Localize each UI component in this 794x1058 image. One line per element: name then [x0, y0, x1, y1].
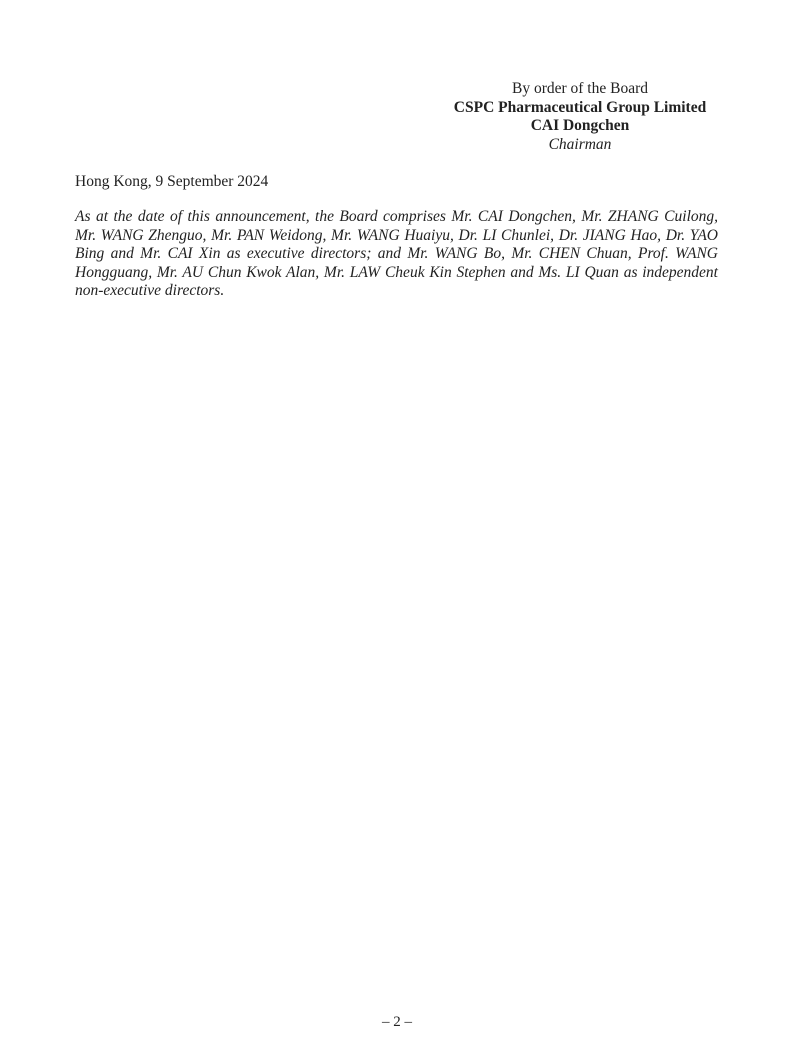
date-line: Hong Kong, 9 September 2024: [75, 173, 269, 190]
signature-block: [430, 80, 730, 154]
page-number: – 2 –: [382, 1014, 412, 1030]
signature-order-line: By order of the Board: [511, 80, 649, 97]
signatory-title: Chairman: [548, 135, 612, 153]
board-composition-paragraph: As at the date of this announcement, the Board comprises Mr. CAI Dongchen, Mr. ZHANG Cuilong, Mr. WANG Zhenguo, Mr. PAN Weidong, Mr. WANG Huaiyu, Dr. LI Chunlei, Dr. JIANG Hao, Dr. YAO Bing and Mr. CAI Xin as executive directors; and Mr. WANG Bo, Mr. CHEN Chuan, Prof. WANG Hongguang, Mr. AU Chun Kwok Alan, Mr. LAW Cheuk Kin Stephen and Ms. LI Quan as independent non-executive directors.: [75, 208, 718, 299]
signatory-name: CAI Dongchen: [530, 117, 630, 134]
company-name: CSPC Pharmaceutical Group Limited: [453, 98, 707, 116]
